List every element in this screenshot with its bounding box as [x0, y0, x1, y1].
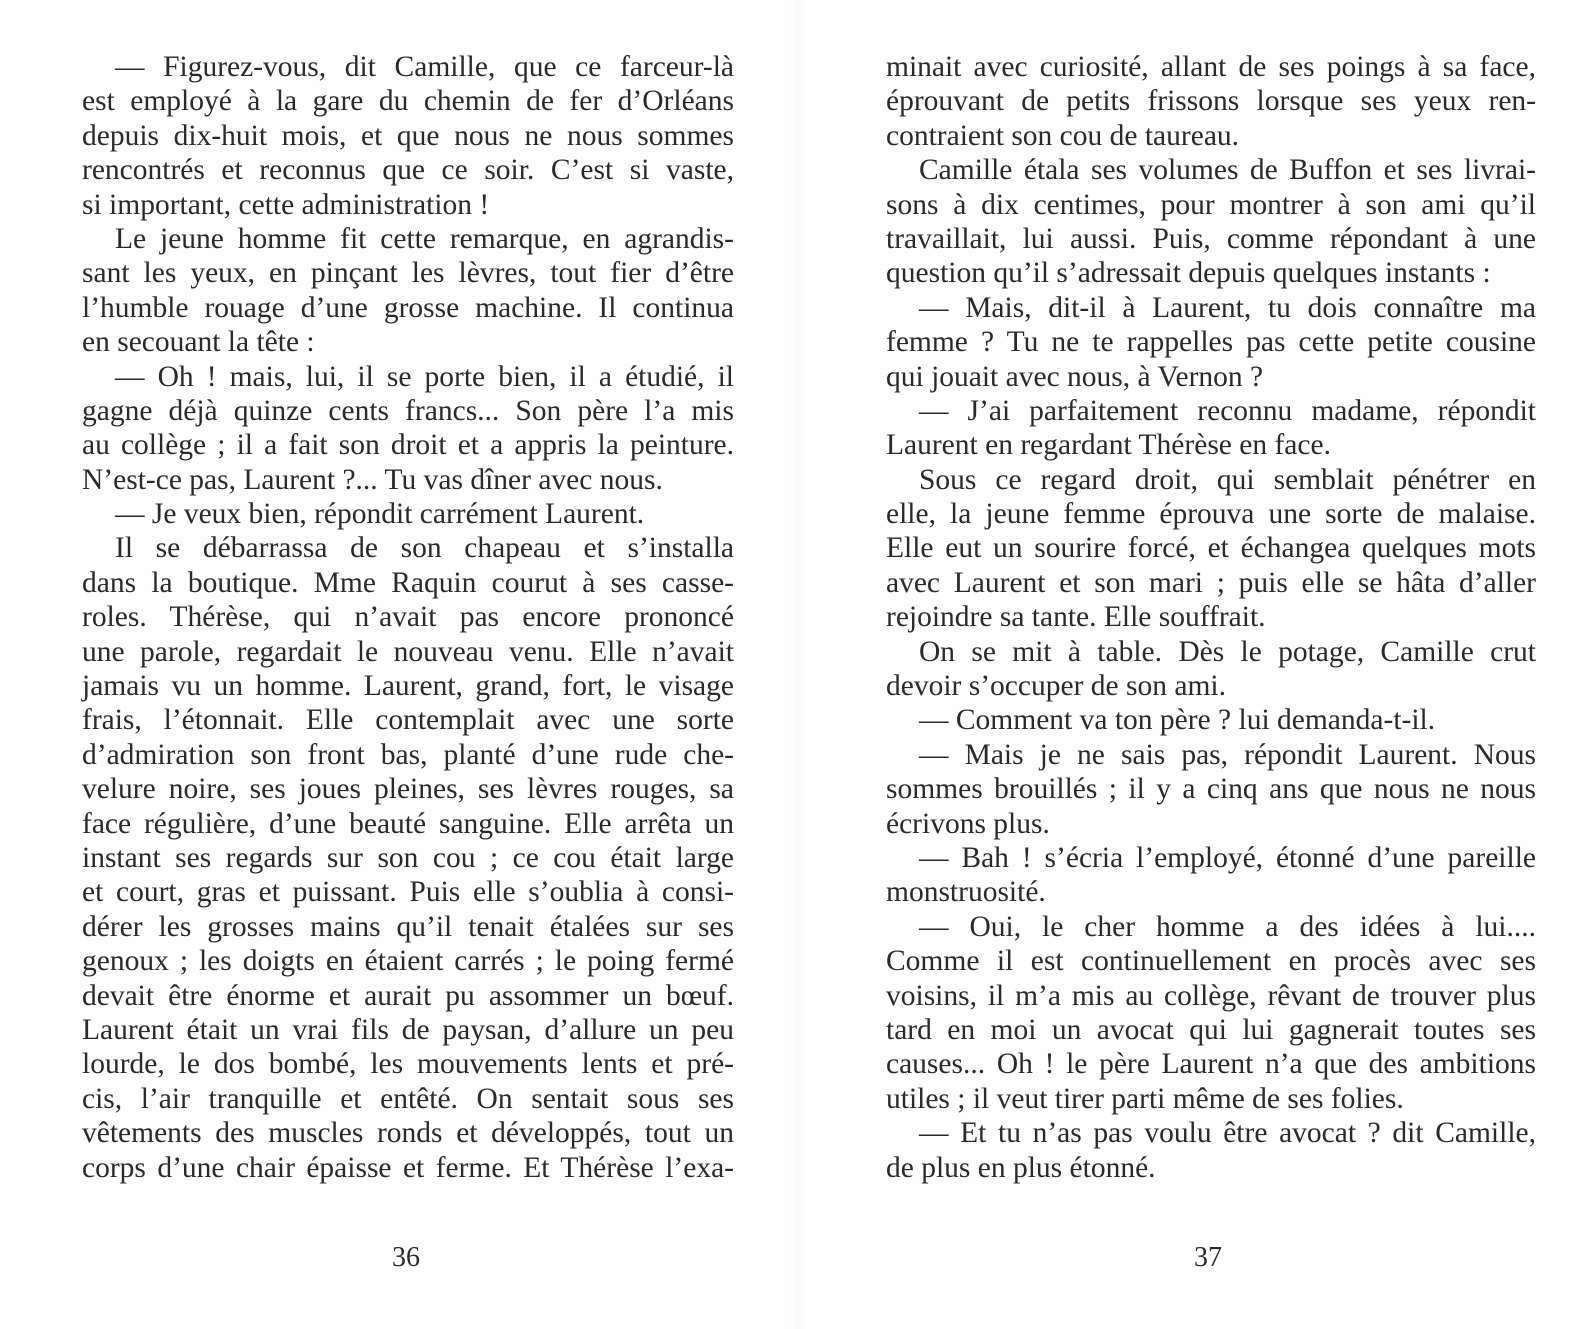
text-line: avec Laurent et son mari ; puis elle se hâta d’aller	[886, 566, 1536, 599]
text-line: devoir s’occuper de son ami.	[886, 670, 1226, 703]
text-line: — J’ai parfaitement reconnu madame, répondit	[919, 394, 1536, 427]
text-line: dérer les grosses mains qu’il tenait étalées sur ses	[82, 910, 734, 943]
text-line: — Et tu n’as pas voulu être avocat ? dit Camille,	[919, 1117, 1536, 1150]
text-line: l’humble rouage d’une grosse machine. Il continua	[82, 291, 734, 324]
text-line: Il se débarrassa de son chapeau et s’installa	[115, 532, 734, 565]
text-line: gagne déjà quinze cents francs... Son père l’a mis	[82, 394, 734, 427]
text-line: Laurent en regardant Thérèse en face.	[886, 429, 1331, 462]
text-line: — Bah ! s’écria l’employé, étonné d’une pareille	[919, 841, 1536, 874]
text-line: — Figurez-vous, dit Camille, que ce farceur-là	[115, 51, 734, 83]
text-line: — Comment va ton père ? lui demanda-t-il.	[919, 704, 1436, 737]
text-line: Elle eut un sourire forcé, et échangea quelques mots	[886, 532, 1536, 565]
text-line: question qu’il s’adressait depuis quelques instants :	[886, 257, 1491, 290]
text-line: — Je veux bien, répondit carrément Laurent.	[115, 498, 645, 531]
text-line: Sous ce regard droit, qui semblait pénétrer en	[919, 463, 1536, 496]
text-line: sons à dix centimes, pour montrer à son ami qu’il	[886, 188, 1536, 221]
text-line: — Mais, dit-il à Laurent, tu dois connaître ma	[919, 291, 1536, 324]
text-line: Comme il est continuellement en procès avec ses	[886, 945, 1536, 978]
text-line: genoux ; les doigts en étaient carrés ; le poing fermé	[82, 945, 734, 978]
text-line: qui jouait avec nous, à Vernon ?	[886, 360, 1264, 393]
text-line: jamais vu un homme. Laurent, grand, fort, le visage	[82, 670, 734, 703]
text-line: corps d’une chair épaisse et ferme. Et Thérèse l’exa-	[82, 1151, 734, 1184]
text-line: contraient son cou de taureau.	[886, 119, 1240, 152]
left-page-number: 36	[392, 1242, 420, 1273]
right-page-text	[886, 50, 1536, 1185]
text-line: — Oh ! mais, lui, il se porte bien, il a étudié, il	[115, 360, 734, 393]
text-line: depuis dix-huit mois, et que nous ne nous sommes	[82, 119, 734, 152]
text-line: femme ? Tu ne te rappelles pas cette petite cousine	[886, 326, 1536, 359]
text-line: minait avec curiosité, allant de ses poings à sa face,	[886, 51, 1536, 83]
text-line: roles. Thérèse, qui n’avait pas encore prononcé	[82, 601, 734, 634]
text-line: N’est-ce pas, Laurent ?... Tu vas dîner avec nous.	[82, 463, 663, 496]
text-line: sommes brouillés ; il y a cinq ans que nous ne nous	[886, 773, 1536, 806]
text-line: tard en moi un avocat qui lui gagnerait toutes ses	[886, 1013, 1536, 1046]
text-line: d’admiration son front bas, planté d’une rude che-	[82, 738, 734, 771]
text-line: est employé à la gare du chemin de fer d’Orléans	[82, 85, 734, 118]
text-line: de plus en plus étonné.	[886, 1151, 1156, 1184]
text-line: On se mit à table. Dès le potage, Camille crut	[919, 635, 1536, 668]
text-line: instant ses regards sur son cou ; ce cou était large	[82, 841, 734, 874]
text-line: dans la boutique. Mme Raquin courut à ses casse-	[82, 566, 734, 599]
right-page-number: 37	[1194, 1242, 1222, 1273]
text-line: velure noire, ses joues pleines, ses lèvres rouges, sa	[82, 773, 734, 806]
text-line: éprouvant de petits frissons lorsque ses yeux ren-	[886, 85, 1536, 118]
left-page-text	[82, 50, 734, 1185]
text-line: sant les yeux, en pinçant les lèvres, tout fier d’être	[82, 257, 734, 290]
text-line: rejoindre sa tante. Elle souffrait.	[886, 601, 1266, 634]
text-line: — Oui, le cher homme a des idées à lui....	[919, 910, 1536, 943]
text-line: voisins, il m’a mis au collège, rêvant de trouver plus	[886, 979, 1536, 1012]
text-line: monstruosité.	[886, 876, 1046, 909]
text-line: face régulière, d’une beauté sanguine. Elle arrêta un	[82, 807, 734, 840]
text-line: en secouant la tête :	[82, 326, 315, 359]
text-line: cis, l’air tranquille et entêté. On sentait sous ses	[82, 1082, 734, 1115]
text-line: et court, gras et puissant. Puis elle s’oublia à consi-	[82, 876, 734, 909]
text-line: frais, l’étonnait. Elle contemplait avec une sorte	[82, 704, 734, 737]
text-line: Laurent était un vrai fils de paysan, d’allure un peu	[82, 1013, 734, 1046]
text-line: au collège ; il a fait son droit et a appris la peinture.	[82, 429, 734, 462]
text-line: écrivons plus.	[886, 807, 1050, 840]
page-gutter	[790, 0, 804, 1329]
text-line: lourde, le dos bombé, les mouvements lents et pré-	[82, 1048, 734, 1081]
text-line: causes... Oh ! le père Laurent n’a que des ambitions	[886, 1048, 1536, 1081]
text-line: devait être énorme et aurait pu assommer un bœuf.	[82, 979, 734, 1012]
text-line: Camille étala ses volumes de Buffon et ses livrai-	[919, 154, 1536, 187]
text-line: utiles ; il veut tirer parti même de ses folies.	[886, 1082, 1404, 1115]
text-line: elle, la jeune femme éprouva une sorte de malaise.	[886, 498, 1536, 531]
text-line: une parole, regardait le nouveau venu. Elle n’avait	[82, 635, 734, 668]
text-line: Le jeune homme fit cette remarque, en agrandis-	[115, 222, 734, 255]
text-line: rencontrés et reconnus que ce soir. C’est si vaste,	[82, 154, 734, 187]
text-line: vêtements des muscles ronds et développés, tout un	[82, 1117, 734, 1150]
text-line: — Mais je ne sais pas, répondit Laurent. Nous	[919, 738, 1536, 771]
text-line: travaillait, lui aussi. Puis, comme répondant à une	[886, 222, 1536, 255]
text-line: si important, cette administration !	[82, 188, 490, 221]
